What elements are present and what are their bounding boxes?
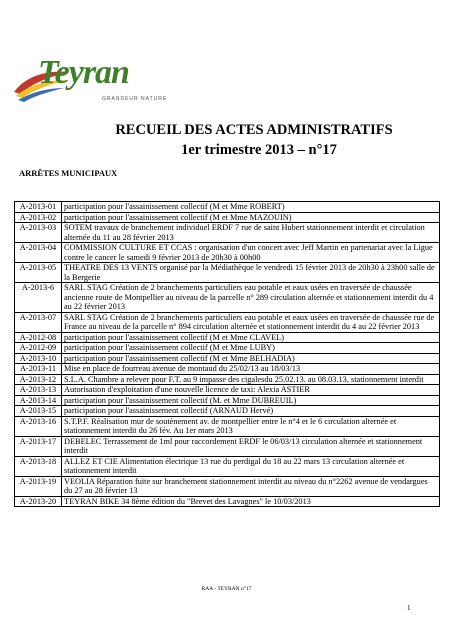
- act-description-cell: participation pour l'assainissement collectif (M et Mme LUBY): [62, 343, 440, 354]
- act-description-cell: participation pour l'assainissement collectif (M et Mme BELHADIA): [62, 353, 440, 364]
- act-number-cell: A-2013-11: [15, 364, 62, 375]
- table-row: [15, 395, 440, 406]
- table-row: [15, 406, 440, 417]
- table-row: [15, 332, 440, 343]
- act-number-cell: A-2013-01: [15, 202, 62, 213]
- act-number-cell: A-2013-16: [15, 416, 62, 436]
- table-row: [15, 385, 440, 396]
- act-description-cell: TEYRAN BIKE 34 8ème édition du "Brevet des Lavagnes" le 10/03/2013: [62, 496, 440, 507]
- table-row: [15, 283, 440, 313]
- act-description-cell: participation pour l'assainissement collectif (M. et Mme DUBREUIL): [62, 395, 440, 406]
- table-row: [15, 456, 440, 476]
- act-description-cell: THEATRE DES 13 VENTS organisé par la Médiathèque le vendredi 15 février 2013 de 20h30 à 23h00 salle de la Bergerie: [62, 263, 440, 283]
- act-number-cell: A-2013-13: [15, 385, 62, 396]
- table-row: [15, 312, 440, 332]
- teyran-logo: [12, 50, 172, 110]
- act-description-cell: SARL STAG Création de 2 branchements particuliers eau potable et eaux usées en traversée de chaussée rue de France au niveau de la parcelle n° 894 circulation alternée et stationnement interdit du 4 au 22 février 2013: [62, 312, 440, 332]
- page-title: RECUEIL DES ACTES ADMINISTRATIFS: [115, 122, 393, 138]
- table-row: [15, 343, 440, 354]
- act-description-cell: participation pour l'assainissement collectif (M et Mme MAZOUIN): [62, 212, 440, 223]
- act-description-cell: VEOLIA Réparation fuite sur branchement stationnement interdit au niveau du n°2262 avenue de vendargues du 27 au 28 février 13: [62, 476, 440, 496]
- act-description-cell: participation pour l'assainissement collectif (ARNAUD Hervé): [62, 406, 440, 417]
- act-description-cell: Mise en place de fourreau avenue de montaud du 25/02/13 au 18/03/13: [62, 364, 440, 375]
- acts-table-body: [15, 202, 440, 507]
- act-number-cell: A-2013-19: [15, 476, 62, 496]
- table-row: [15, 353, 440, 364]
- act-description-cell: ALLEZ ET CIE Alimentation électrique 13 rue du perdigal du 18 au 22 mars 13 circulation alternée et stationnement interdit: [62, 456, 440, 476]
- act-description-cell: SARL STAG Création de 2 branchements particuliers eau potable et eaux usées en traversée de chaussée ancienne route de Montpellier au niveau de la parcelle n° 289 circulation alternée et stationnement interdit du 4 au 22 février 2013: [62, 283, 440, 313]
- act-description-cell: DEBELEC Terrassement de 1ml pour raccordement ERDF le 06/03/13 circulation alternée et stationnement interdit: [62, 436, 440, 456]
- act-description-cell: participation pour l'assainissement collectif (M et Mme CLAVEL): [62, 332, 440, 343]
- act-description-cell: S.T.P.F. Réalisation mur de soutènement av. de montpellier entre le n°4 et le 6 circulation alternée et stationnement interdit du 26 fév. Au 1er mars 2013: [62, 416, 440, 436]
- table-row: [15, 202, 440, 213]
- table-row: [15, 476, 440, 496]
- table-row: [15, 243, 440, 263]
- act-number-cell: A-2013-15: [15, 406, 62, 417]
- table-row: [15, 364, 440, 375]
- act-number-cell: A-2013-03: [15, 223, 62, 243]
- table-row: [15, 496, 440, 507]
- table-row: [15, 416, 440, 436]
- act-number-cell: A-2013-10: [15, 353, 62, 364]
- act-description-cell: S.L.A. Chambre a relever pour F.T. au 9 impasse des cigalesdu 25.02.13. au 08.03.13. stationnement interdit: [62, 374, 440, 385]
- act-number-cell: A-2013-05: [15, 263, 62, 283]
- act-description-cell: COMMISSION CULTURE ET CCAS : organisation d'un concert avec Jeff Martin en partenariat avec la Ligue contre le cancer le samedi 9 février 2013 de 20h30 à 00h00: [62, 243, 440, 263]
- act-number-cell: A-2013-17: [15, 436, 62, 456]
- table-row: [15, 436, 440, 456]
- act-number-cell: A-2013-04: [15, 243, 62, 263]
- act-number-cell: A-2013-07: [15, 312, 62, 332]
- table-row: [15, 374, 440, 385]
- act-number-cell: A-2013-20: [15, 496, 62, 507]
- page-subtitle: 1er trimestre 2013 – n°17: [181, 142, 337, 158]
- section-heading: ARRÊTES MUNICIPAUX: [19, 168, 118, 178]
- table-row: [15, 212, 440, 223]
- act-number-cell: A-2013-14: [15, 395, 62, 406]
- act-description-cell: participation pour l'assainissement collectif (M et Mme ROBERT): [62, 202, 440, 213]
- logo-wordmark: Teyran: [38, 54, 129, 91]
- act-number-cell: A-2013-6: [15, 283, 62, 313]
- act-number-cell: A-2013-18: [15, 456, 62, 476]
- act-description-cell: Autorisation d'exploitation d'une nouvelle licence de taxi: Alexia ASTIER: [62, 385, 440, 396]
- act-number-cell: A-2012-09: [15, 343, 62, 354]
- table-row: [15, 223, 440, 243]
- page-number: 1: [407, 604, 411, 612]
- acts-table: [14, 201, 440, 507]
- act-description-cell: SOTEM travaux de branchement individuel ERDF 7 rue de saint Hubert stationnement interdit et circulation alternée du 11 au 28 février 2013: [62, 223, 440, 243]
- act-number-cell: A-2012-08: [15, 332, 62, 343]
- footer-text: RAA - TEYRAN n°17: [201, 586, 252, 592]
- logo-tagline: GRANDEUR NATURE: [102, 96, 168, 102]
- act-number-cell: A-2013-12: [15, 374, 62, 385]
- act-number-cell: A-2013-02: [15, 212, 62, 223]
- table-row: [15, 263, 440, 283]
